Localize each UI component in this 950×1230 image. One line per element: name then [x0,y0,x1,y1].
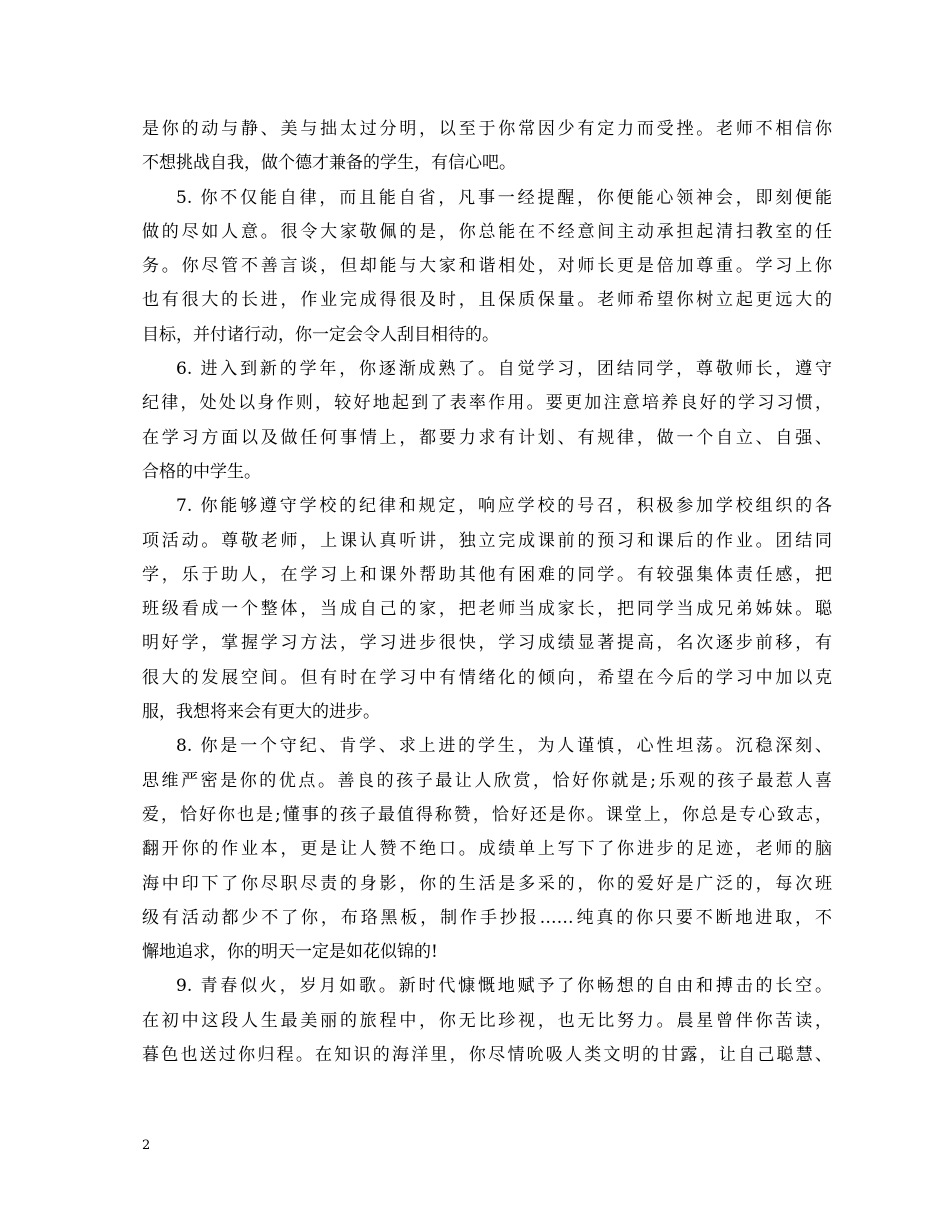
paragraph-9-first-line: 9. 青春似火，岁月如歌。新时代慷慨地赋予了你畅想的自由和搏击的长空。 [176,976,832,997]
text-line: 在初中这段人生最美丽的旅程中，你无比珍视，也无比努力。晨星曾伴你苦读， [142,1010,832,1031]
paragraph-7-first-line: 7. 你能够遵守学校的纪律和规定，响应学校的号召，积极参加学校组织的各 [176,496,832,517]
text-line: 很大的发展空间。但有时在学习中有情绪化的倾向，希望在今后的学习中加以克 [142,667,832,688]
text-line: 班级看成一个整体，当成自己的家，把老师当成家长，把同学当成兄弟姊妹。聪 [142,599,832,620]
text-line: 目标，并付诸行动，你一定会令人刮目相待的。 [142,324,499,345]
text-line: 级有活动都少不了你，布珞黑板，制作手抄报……纯真的你只要不断地进取，不 [142,907,832,928]
text-line: 务。你尽管不善言谈，但却能与大家和谐相处，对师长更是倍加尊重。学习上你 [142,256,832,277]
text-line: 学，乐于助人，在学习上和课外帮助其他有困难的同学。有较强集体责任感，把 [142,564,832,585]
text-line: 在学习方面以及做任何事情上，都要力求有计划、有规律，做一个自立、自强、 [142,427,832,448]
text-line: 暮色也送过你归程。在知识的海洋里，你尽情吮吸人类文明的甘露，让自己聪慧、 [142,1045,832,1066]
text-line: 做的尽如人意。很令大家敬佩的是，你总能在不经意间主动承担起清扫教室的任 [142,221,832,242]
text-line: 海中印下了你尽职尽责的身影，你的生活是多采的，你的爱好是广泛的，每次班 [142,873,832,894]
text-line: 翻开你的作业本，更是让人赞不绝口。成绩单上写下了你进步的足迹，老师的脑 [142,839,832,860]
paragraph-5-first-line: 5. 你不仅能自律，而且能自省，凡事一经提醒，你便能心领神会，即刻便能 [176,187,832,208]
page-number: 2 [142,1138,151,1153]
paragraph-8-first-line: 8. 你是一个守纪、肯学、求上进的学生，为人谨慎，心性坦荡。沉稳深刻、 [176,736,832,757]
text-line: 合格的中学生。 [142,461,261,482]
text-line: 不想挑战自我，做个德才兼备的学生，有信心吧。 [142,153,516,174]
text-line: 懈地追求，你的明天一定是如花似锦的! [142,942,438,963]
text-line: 爱，恰好你也是;懂事的孩子最值得称赞，恰好还是你。课堂上，你总是专心致志， [142,804,832,825]
text-line: 也有很大的长进，作业完成得很及时，且保质保量。老师希望你树立起更远大的 [142,290,832,311]
text-line: 纪律，处处以身作则，较好地起到了表率作用。要更加注意培养良好的学习习惯， [142,393,832,414]
document-body [142,112,832,1072]
text-line: 服，我想将来会有更大的进步。 [142,702,380,723]
paragraph-6-first-line: 6. 进入到新的学年，你逐渐成熟了。自觉学习，团结同学，尊敬师长，遵守 [176,359,832,380]
text-line: 明好学，掌握学习方法，学习进步很快，学习成绩显著提高，名次逐步前移，有 [142,633,832,654]
text-line: 项活动。尊敬老师，上课认真听讲，独立完成课前的预习和课后的作业。团结同 [142,530,832,551]
text-line: 思维严密是你的优点。善良的孩子最让人欣赏，恰好你就是;乐观的孩子最惹人喜 [142,770,832,791]
text-line: 是你的动与静、美与拙太过分明，以至于你常因少有定力而受挫。老师不相信你 [142,119,832,139]
